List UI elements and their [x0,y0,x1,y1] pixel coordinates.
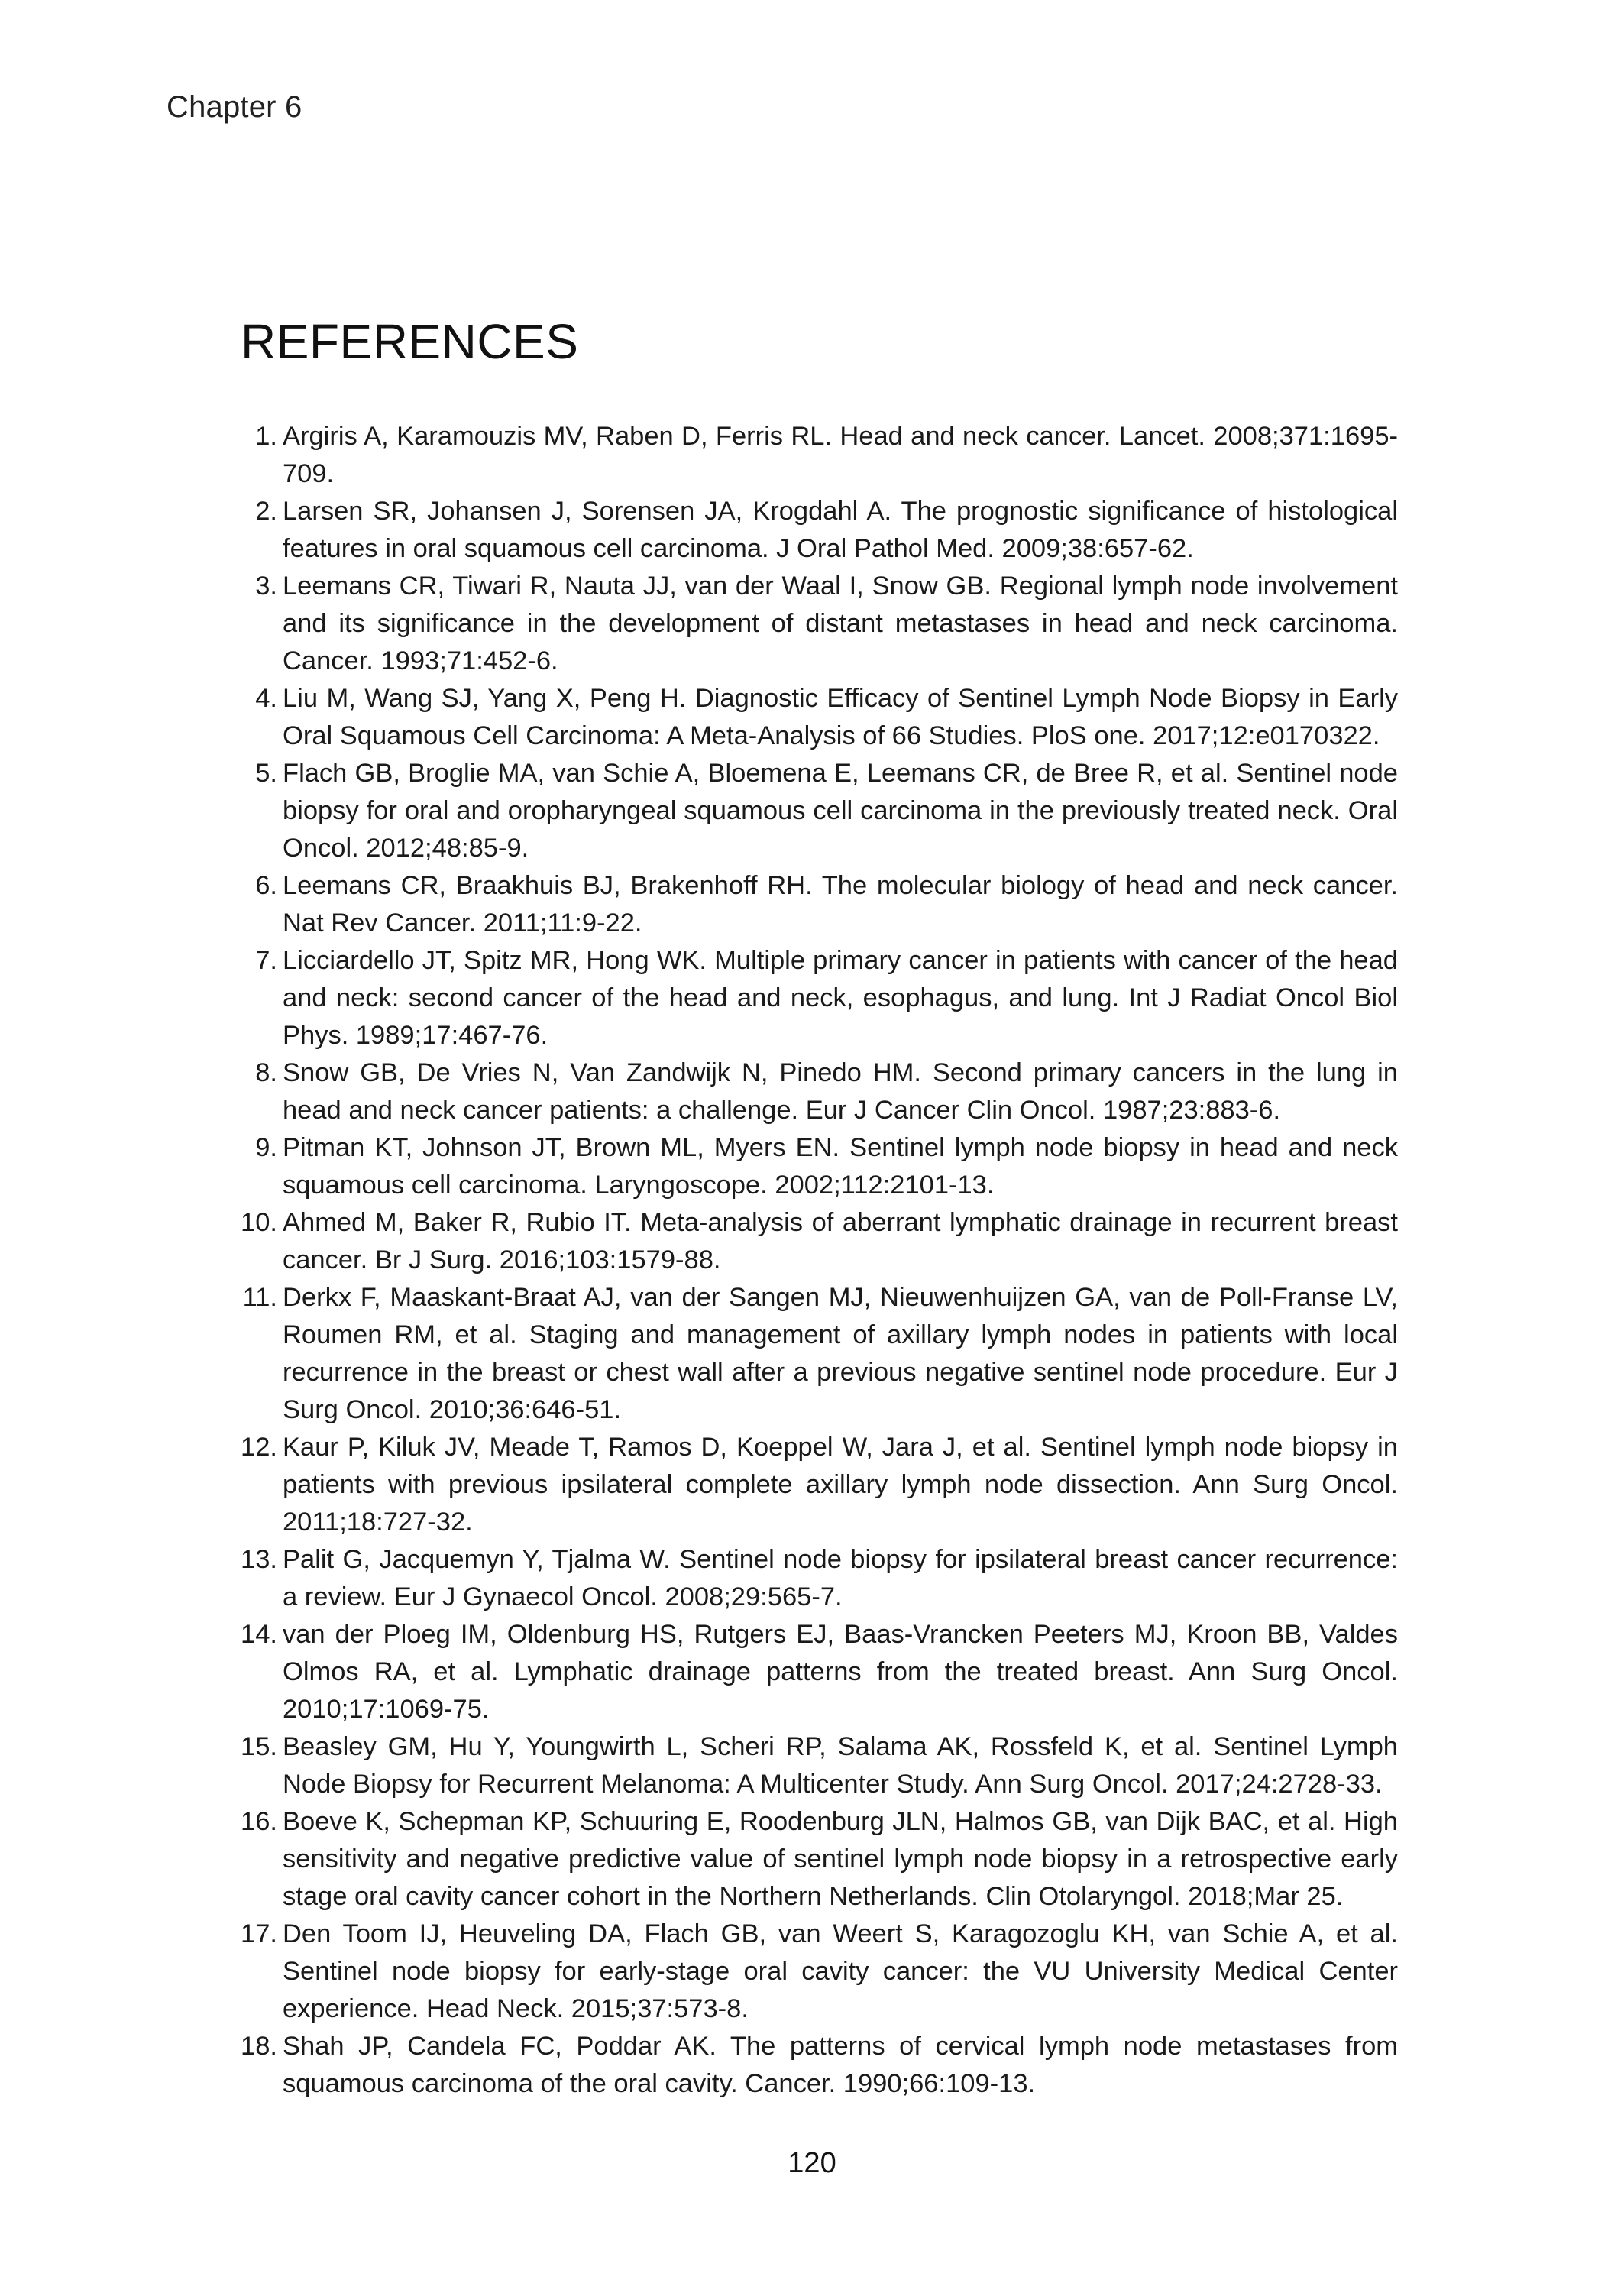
reference-item [241,568,1398,680]
reference-text: Beasley GM, Hu Y, Youngwirth L, Scheri RP, Salama AK, Rossfeld K, et al. Sentinel Lymph Node Biopsy for Recurrent Melanoma: A Multicenter Study. Ann Surg Oncol. 2017;24:2728-33. [283,1732,1398,1799]
reference-number: 9. [255,1133,277,1162]
reference-item [241,418,1398,493]
reference-text: Palit G, Jacquemyn Y, Tjalma W. Sentinel node biopsy for ipsilateral breast cancer recurrence: a review. Eur J Gynaecol Oncol. 2008;29:565-7. [283,1545,1398,1611]
reference-item [241,1728,1398,1803]
reference-item [241,1054,1398,1129]
reference-item [241,1429,1398,1541]
reference-number: 13. [241,1545,277,1574]
reference-text: Leemans CR, Braakhuis BJ, Brakenhoff RH. The molecular biology of head and neck cancer. Nat Rev Cancer. 2011;11:9-22. [283,871,1398,938]
reference-item [241,2028,1398,2103]
reference-number: 3. [255,572,277,601]
reference-item [241,1279,1398,1429]
reference-number: 11. [242,1283,277,1312]
page-number: 120 [788,2147,836,2179]
reference-item [241,942,1398,1054]
running-header: Chapter 6 [167,90,302,124]
reference-number: 14. [241,1620,277,1649]
reference-text: Derkx F, Maaskant-Braat AJ, van der Sangen MJ, Nieuwenhuijzen GA, van de Poll-Franse LV, Roumen RM, et al. Staging and management of axillary lymph nodes in patients with local recurrence in the breast or chest wall after a previous negative sentinel node procedure. Eur J Surg Oncol. 2010;36:646-51. [283,1283,1398,1424]
reference-number: 1. [255,422,277,451]
reference-number: 18. [241,2032,277,2061]
reference-list [241,418,1398,2103]
reference-text: Licciardello JT, Spitz MR, Hong WK. Multiple primary cancer in patients with cancer of the head and neck: second cancer of the head and neck, esophagus, and lung. Int J Radiat Oncol Biol Phys. 1989;17:467-76. [283,946,1398,1050]
reference-item [241,1803,1398,1916]
reference-text: Flach GB, Broglie MA, van Schie A, Bloemena E, Leemans CR, de Bree R, et al. Sentinel node biopsy for oral and oropharyngeal squamous cell carcinoma in the previously treated neck. Oral Oncol. 2012;48:85-9. [283,759,1398,863]
reference-text: Kaur P, Kiluk JV, Meade T, Ramos D, Koeppel W, Jara J, et al. Sentinel lymph node biopsy in patients with previous ipsilateral complete axillary lymph node dissection. Ann Surg Oncol. 2011;18:727-32. [283,1433,1398,1537]
reference-text: Den Toom IJ, Heuveling DA, Flach GB, van Weert S, Karagozoglu KH, van Schie A, et al. Sentinel node biopsy for early-stage oral cavity cancer: the VU University Medical Center experience. Head Neck. 2015;37:573-8. [283,1919,1398,2023]
reference-item [241,1916,1398,2028]
reference-number: 7. [255,946,277,975]
reference-number: 17. [241,1919,277,1948]
reference-text: van der Ploeg IM, Oldenburg HS, Rutgers EJ, Baas-Vrancken Peeters MJ, Kroon BB, Valdes Olmos RA, et al. Lymphatic drainage patterns from the treated breast. Ann Surg Oncol. 2010;17:1069-75. [283,1620,1398,1724]
reference-text: Liu M, Wang SJ, Yang X, Peng H. Diagnostic Efficacy of Sentinel Lymph Node Biopsy in Early Oral Squamous Cell Carcinoma: A Meta-Analysis of 66 Studies. PloS one. 2017;12:e0170322. [283,684,1398,750]
reference-number: 6. [255,871,277,900]
section-title: REFERENCES [241,314,579,369]
reference-item [241,1541,1398,1616]
reference-text: Argiris A, Karamouzis MV, Raben D, Ferris RL. Head and neck cancer. Lancet. 2008;371:1695-709. [283,422,1398,488]
reference-item [241,867,1398,942]
reference-item [241,1616,1398,1728]
reference-number: 16. [241,1807,277,1836]
reference-item [241,1129,1398,1204]
reference-text: Boeve K, Schepman KP, Schuuring E, Roodenburg JLN, Halmos GB, van Dijk BAC, et al. High sensitivity and negative predictive value of sentinel lymph node biopsy in a retrospective early stage oral cavity cancer cohort in the Northern Netherlands. Clin Otolaryngol. 2018;Mar 25. [283,1807,1398,1911]
reference-number: 15. [241,1732,277,1761]
reference-item [241,755,1398,867]
reference-number: 2. [255,497,277,526]
reference-number: 5. [255,759,277,788]
reference-item [241,680,1398,755]
reference-number: 10. [241,1208,277,1237]
reference-text: Ahmed M, Baker R, Rubio IT. Meta-analysis of aberrant lymphatic drainage in recurrent breast cancer. Br J Surg. 2016;103:1579-88. [283,1208,1398,1274]
reference-item [241,493,1398,568]
reference-text: Shah JP, Candela FC, Poddar AK. The patterns of cervical lymph node metastases from squamous carcinoma of the oral cavity. Cancer. 1990;66:109-13. [283,2032,1398,2098]
reference-text: Pitman KT, Johnson JT, Brown ML, Myers EN. Sentinel lymph node biopsy in head and neck squamous cell carcinoma. Laryngoscope. 2002;112:2101-13. [283,1133,1398,1200]
reference-number: 8. [255,1058,277,1087]
reference-item [241,1204,1398,1279]
reference-text: Snow GB, De Vries N, Van Zandwijk N, Pinedo HM. Second primary cancers in the lung in head and neck cancer patients: a challenge. Eur J Cancer Clin Oncol. 1987;23:883-6. [283,1058,1398,1125]
reference-text: Leemans CR, Tiwari R, Nauta JJ, van der Waal I, Snow GB. Regional lymph node involvement and its significance in the development of distant metastases in head and neck carcinoma. Cancer. 1993;71:452-6. [283,572,1398,675]
reference-number: 12. [241,1433,277,1462]
reference-text: Larsen SR, Johansen J, Sorensen JA, Krogdahl A. The prognostic significance of histological features in oral squamous cell carcinoma. J Oral Pathol Med. 2009;38:657-62. [283,497,1398,563]
reference-number: 4. [255,684,277,713]
